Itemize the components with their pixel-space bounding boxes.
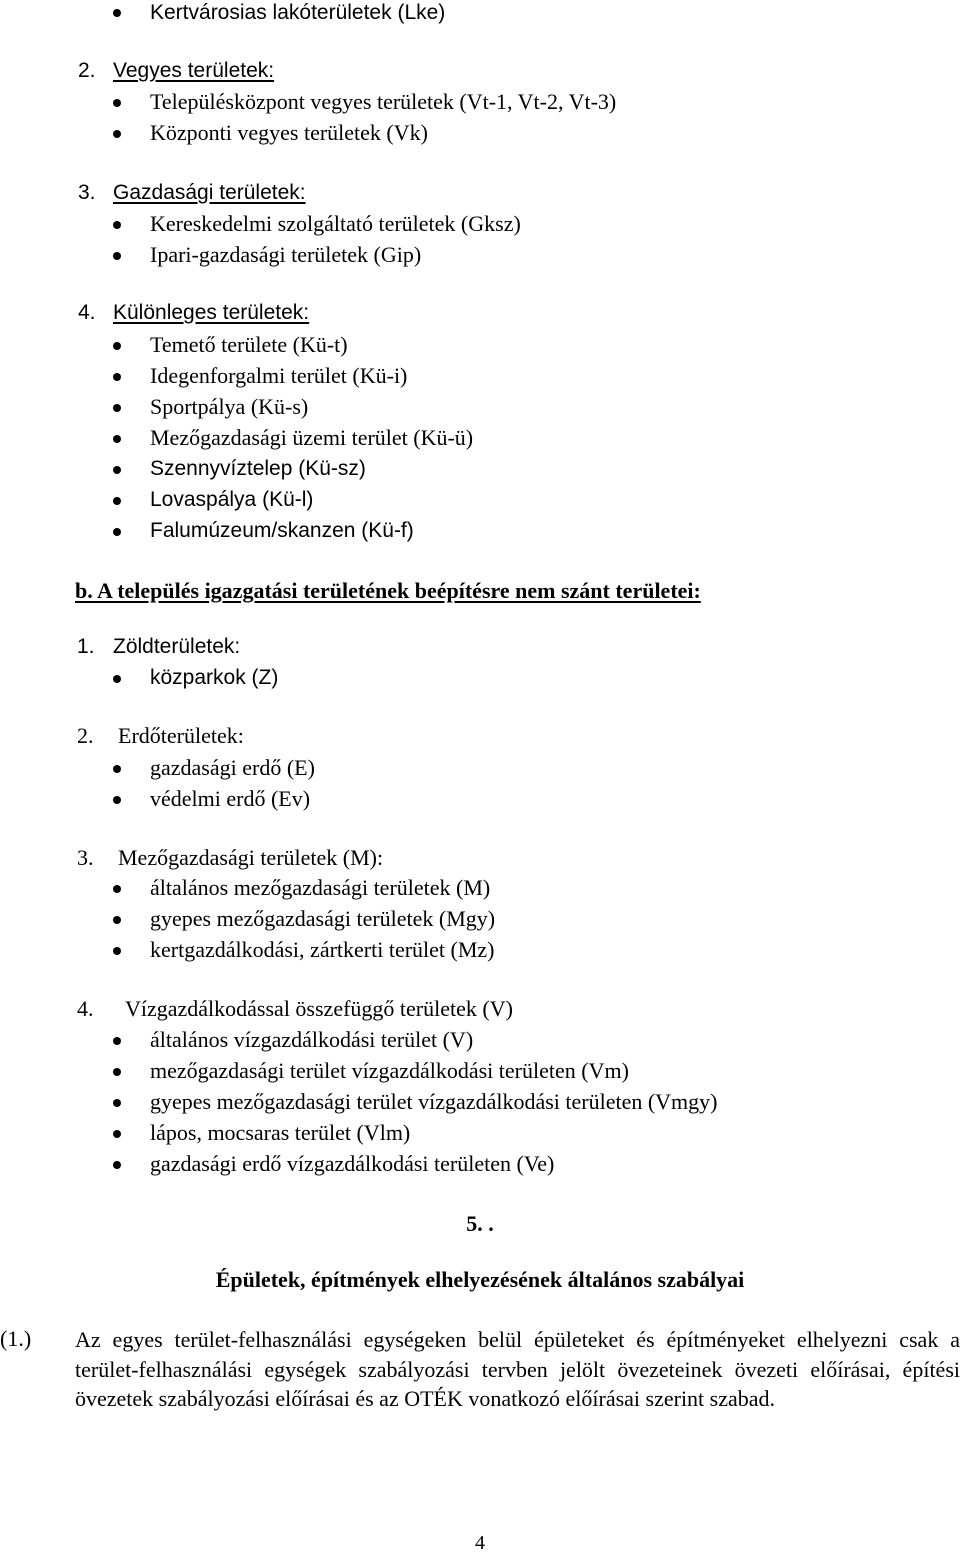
list-item: gyepes mezőgazdasági területek (Mgy) xyxy=(150,906,496,931)
bullet-icon xyxy=(113,885,121,893)
list-item: Kertvárosias lakóterületek (Lke) xyxy=(150,1,446,24)
section-title: Épületek, építmények elhelyezésének általános szabályai xyxy=(215,1267,745,1292)
bullet-icon xyxy=(113,947,121,955)
bullet-icon xyxy=(113,1130,121,1138)
bullet-icon xyxy=(113,9,121,17)
bullet-icon xyxy=(113,221,121,229)
list-item: Kereskedelmi szolgáltató területek (Gksz) xyxy=(150,211,521,236)
bullet-icon xyxy=(113,1161,121,1169)
list-item: gazdasági erdő vízgazdálkodási területen (Ve) xyxy=(150,1151,555,1176)
bullet-icon xyxy=(113,796,121,804)
list-number: 4. xyxy=(78,301,96,324)
list-number: 3. xyxy=(77,845,94,870)
list-item: gazdasági erdő (E) xyxy=(150,755,315,780)
group-title: Vízgazdálkodással összefüggő területek (V) xyxy=(125,996,513,1021)
group-title: Zöldterületek: xyxy=(113,635,241,658)
paragraph-text: Az egyes terület-felhasználási egységeken belül épületeket és építményeket elhelyezni csak a terület-felhasználási egységek szabályozási tervben jelölt övezeteinek övezeti előírásai, építési övezetek szabályozási előírásai és az OTÉK vonatkozó előírásai szerint szabad. xyxy=(75,1327,960,1411)
bullet-icon xyxy=(113,528,121,536)
group-title: Különleges területek: xyxy=(113,301,310,324)
list-item: Központi vegyes területek (Vk) xyxy=(150,120,428,145)
section-number: 5. . xyxy=(466,1211,494,1236)
bullet-icon xyxy=(113,1099,121,1107)
list-item: védelmi erdő (Ev) xyxy=(150,786,311,811)
list-item: Falumúzeum/skanzen (Kü-f) xyxy=(150,519,414,542)
bullet-icon xyxy=(113,252,121,260)
list-item: Sportpálya (Kü-s) xyxy=(150,394,309,419)
list-number: 2. xyxy=(78,59,96,82)
bullet-icon xyxy=(113,1037,121,1045)
list-item: Szennyvíztelep (Kü-sz) xyxy=(150,457,366,480)
bullet-icon xyxy=(113,130,121,138)
list-number: 3. xyxy=(78,181,96,204)
list-item: általános mezőgazdasági területek (M) xyxy=(150,875,491,900)
list-number: 4. xyxy=(77,996,94,1021)
group-title: Erdőterületek: xyxy=(118,723,244,748)
bullet-icon xyxy=(113,765,121,773)
list-item: Településközpont vegyes területek (Vt-1, Vt-2, Vt-3) xyxy=(150,89,617,114)
list-number: 2. xyxy=(77,723,94,748)
bullet-icon xyxy=(113,373,121,381)
list-item: közparkok (Z) xyxy=(150,666,279,689)
bullet-icon xyxy=(113,435,121,443)
page-number: 4 xyxy=(475,1532,485,1554)
list-item: kertgazdálkodási, zártkerti terület (Mz) xyxy=(150,937,495,962)
list-item: általános vízgazdálkodási terület (V) xyxy=(150,1027,474,1052)
group-title: Mezőgazdasági területek (M): xyxy=(118,845,384,870)
list-item: lápos, mocsaras terület (Vlm) xyxy=(150,1120,411,1145)
bullet-icon xyxy=(113,466,121,474)
list-item: gyepes mezőgazdasági terület vízgazdálkodási területen (Vmgy) xyxy=(150,1089,718,1114)
list-item: Ipari-gazdasági területek (Gip) xyxy=(150,242,422,267)
group-title: Vegyes területek: xyxy=(113,59,275,82)
list-item: Temető területe (Kü-t) xyxy=(150,332,348,357)
bullet-icon xyxy=(113,916,121,924)
list-item: Lovaspálya (Kü-l) xyxy=(150,488,314,511)
section-heading: b. A település igazgatási területének beépítésre nem szánt területei: xyxy=(75,578,701,603)
bullet-icon xyxy=(113,404,121,412)
bullet-icon xyxy=(113,99,121,107)
group-title: Gazdasági területek: xyxy=(113,181,306,204)
bullet-icon xyxy=(113,497,121,505)
bullet-icon xyxy=(113,1068,121,1076)
bullet-icon xyxy=(113,675,121,683)
list-number: 1. xyxy=(77,635,95,658)
paragraph-label: (1.) xyxy=(0,1326,32,1351)
list-item: Mezőgazdasági üzemi terület (Kü-ü) xyxy=(150,425,474,450)
bullet-icon xyxy=(113,342,121,350)
list-item: Idegenforgalmi terület (Kü-i) xyxy=(150,363,408,388)
list-item: mezőgazdasági terület vízgazdálkodási területen (Vm) xyxy=(150,1058,629,1083)
